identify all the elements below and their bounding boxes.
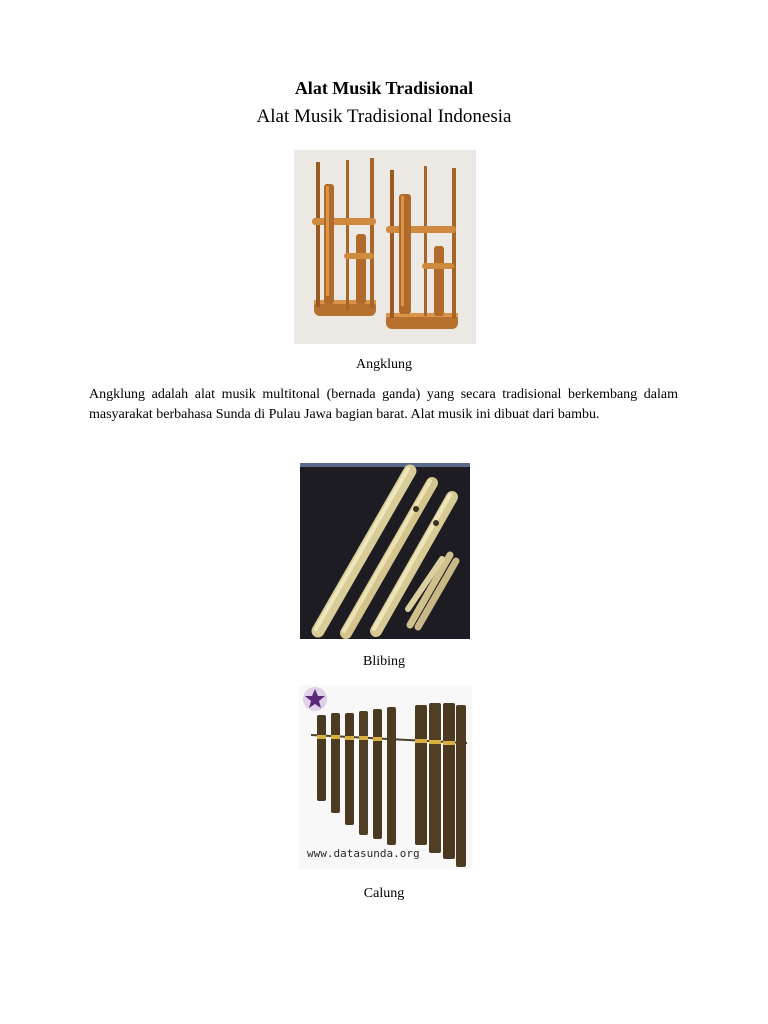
calung-image — [299, 685, 472, 869]
blibing-image — [300, 463, 470, 639]
figure-caption-calung: Calung — [363, 886, 405, 901]
calung-photo-icon — [299, 685, 472, 869]
page-title: Alat Musik Tradisional — [294, 78, 474, 98]
page-subtitle: Alat Musik Tradisional Indonesia — [256, 106, 512, 127]
angklung-image — [294, 150, 476, 344]
figure-caption-blibing: Blibing — [362, 654, 405, 669]
blibing-photo-icon — [300, 463, 470, 639]
body-paragraph: Angklung adalah alat musik multitonal (bernada ganda) yang secara tradisional berkembang dalam masyarakat berbahasa Sunda di Pulau Jawa bagian barat. Alat musik ini dibuat dari bambu. — [89, 387, 678, 422]
angklung-photo-icon — [294, 150, 476, 344]
calung-watermark: www.datasunda.org — [307, 847, 420, 860]
figure-caption-angklung: Angklung — [356, 357, 412, 372]
